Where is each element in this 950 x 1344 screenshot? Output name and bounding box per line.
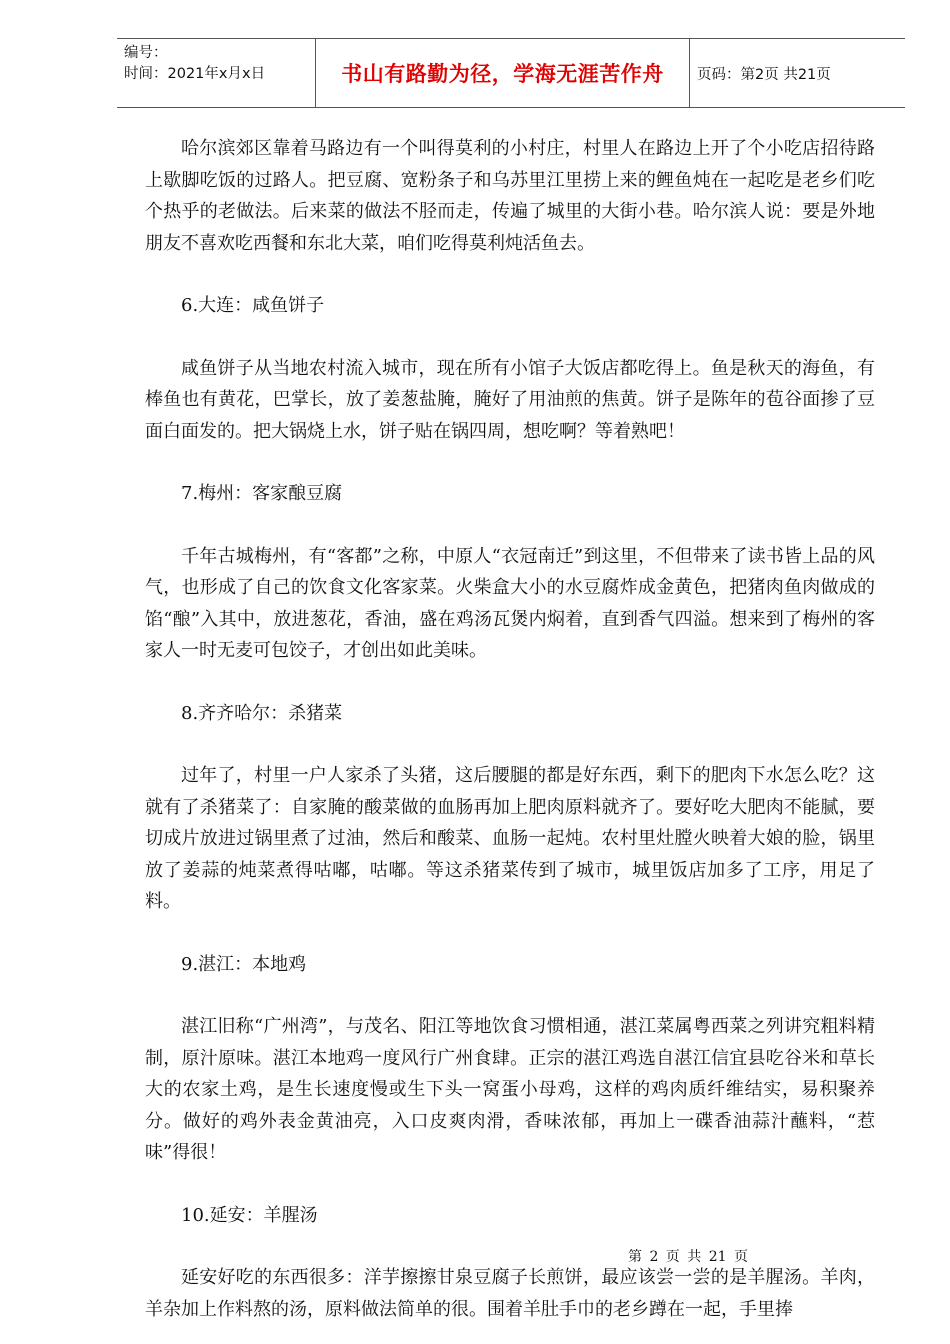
paragraph: 咸鱼饼子从当地农村流入城市，现在所有小馆子大饭店都吃得上。鱼是秋天的海鱼，有棒鱼也有黄花，巴掌长，放了姜葱盐腌，腌好了用油煎的焦黄。饼子是陈年的苞谷面掺了豆面白面发的。把大锅烧上水，饼子贴在锅四周，想吃啊？等着熟吧！ — [145, 357, 875, 442]
page-header — [117, 38, 905, 108]
header-motto: 书山有路勤为径，学海无涯苦作舟 — [341, 62, 664, 86]
paragraph: 湛江旧称“广州湾”，与茂名、阳江等地饮食习惯相通，湛江菜属粤西菜之列讲究粗料精制，原汁原味。湛江本地鸡一度风行广州食肆。正宗的湛江鸡选自湛江信宜县吃谷米和草长大的农家土鸡，是生长速度慢或生下头一窝蛋小母鸡，这样的鸡肉质纤维结实，易积聚养分。做好的鸡外表金黄油亮，入口皮爽肉滑，香味浓郁，再加上一碟香油蒜汁蘸料，“惹味”得很！ — [145, 1016, 875, 1163]
header-meta — [117, 39, 315, 107]
paragraph: 过年了，村里一户人家杀了头猪，这后腰腿的都是好东西，剩下的肥肉下水怎么吃？这就有了杀猪菜了：自家腌的酸菜做的血肠再加上肥肉原料就齐了。要好吃大肥肉不能腻，要切成片放进过锅里煮了过油，然后和酸菜、血肠一起炖。农村里灶膛火映着大娘的脸，锅里放了姜蒜的炖菜煮得咕嘟，咕嘟。等这杀猪菜传到了城市，城里饭店加多了工序，用足了料。 — [145, 765, 875, 912]
header-page-cell — [690, 39, 905, 107]
section-heading: 9.湛江：本地鸡 — [181, 953, 307, 975]
paragraph: 哈尔滨郊区靠着马路边有一个叫得莫利的小村庄，村里人在路边上开了个小吃店招待路上歇脚吃饭的过路人。把豆腐、宽粉条子和乌苏里江里捞上来的鲤鱼炖在一起吃是老乡们吃个热乎的老做法。后来菜的做法不胫而走，传遍了城里的大街小巷。哈尔滨人说：要是外地朋友不喜欢吃西餐和东北大菜，咱们吃得莫利炖活鱼去。 — [145, 138, 875, 254]
paragraph: 千年古城梅州，有“客都”之称，中原人“衣冠南迁”到这里，不但带来了读书皆上品的风气，也形成了自己的饮食文化客家菜。火柴盒大小的水豆腐炸成金黄色，把猪肉鱼肉做成的馅“酿”入其中，放进葱花，香油，盛在鸡汤瓦煲内焖着，直到香气四溢。想来到了梅州的客家人一时无麦可包饺子，才创出如此美味。 — [145, 545, 875, 661]
section-heading: 8.齐齐哈尔：杀猪菜 — [181, 702, 343, 724]
section-heading: 10.延安：羊腥汤 — [181, 1204, 318, 1226]
doc-number-label: 编号： — [124, 45, 168, 61]
section-heading: 6.大连：咸鱼饼子 — [181, 295, 325, 316]
page-footer: 第 2 页 共 21 页 — [628, 1249, 748, 1265]
header-page-label: 页码：第2页 共21页 — [697, 66, 831, 83]
section-heading: 7.梅州：客家酿豆腐 — [181, 483, 343, 504]
doc-time-label: 时间：2021年x月x日 — [124, 66, 266, 82]
document-body — [145, 133, 875, 1325]
paragraph: 延安好吃的东西很多：洋芋擦擦甘泉豆腐子长煎饼，最应该尝一尝的是羊腥汤。羊肉，羊杂加上作料熬的汤，原料做法简单的很。围着羊肚手巾的老乡蹲在一起，手里捧 — [145, 1267, 875, 1320]
header-motto-cell — [315, 39, 690, 107]
